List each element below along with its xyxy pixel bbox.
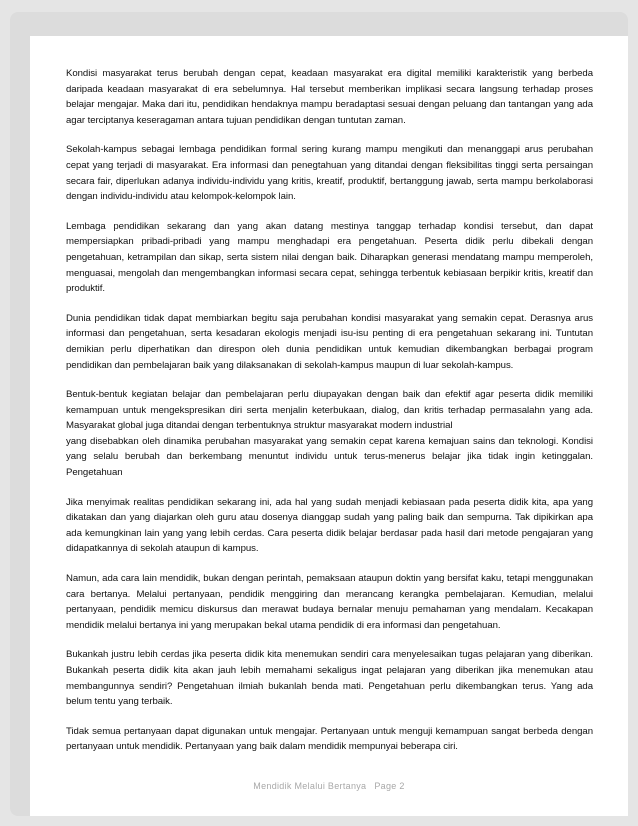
footer-title: Mendidik Melalui Bertanya (253, 781, 367, 791)
document-body (66, 66, 593, 755)
paragraph: Tidak semua pertanyaan dapat digunakan untuk mengajar. Pertanyaan untuk menguji kemampuan sangat berbeda dengan pertanyaan untuk mendidik. Pertanyaan yang baik dalam mendidik mempunyai beberapa ciri. (66, 725, 593, 753)
paragraph: Bukankah justru lebih cerdas jika peserta didik kita menemukan sendiri cara menyelesaikan tugas pelajaran yang diberikan. Bukankah peserta didik kita akan jauh lebih memahami sekaligus ingat pelajaran yang diberikan jika menemukan atau membangunnya sendiri? Pengetahuan ilmiah bukanlah benda mati. Pengetahuan perlu dikembangkan terus. Yang ada belum tentu yang terbaik. (66, 649, 593, 708)
paragraph: Sekolah-kampus sebagai lembaga pendidikan formal sering kurang mampu mengikuti dan menanggapi arus perubahan cepat yang terjadi di masyarakat. Era informasi dan penegtahuan yang ditandai dengan fleksibilitas tinggi serta persaingan secara fair, diperlukan adanya individu-individu yang kritis, kreatif, produktif, bertanggung jawab, serta mampu berkolaborasi dengan individu-individu atau kelompok-kelompok lain. (66, 144, 593, 203)
paragraph: Jika menyimak realitas pendidikan sekarang ini, ada hal yang sudah menjadi kebiasaan pada peserta didik kita, apa yang dikatakan dan yang diajarkan oleh guru atau dosenya dianggap sudah yang paling baik dan sempurna. Tak dipikirkan apa ada kemungkinan lain yang yang lebih cerdas. Cara peserta didik belajar berdasar pada hasil dari metode pengajaran yang didapatkannya di sekolah ataupun di kampus. (66, 496, 593, 555)
footer-page-number: Page 2 (374, 781, 405, 791)
paragraph: Kondisi masyarakat terus berubah dengan cepat, keadaan masyarakat era digital memiliki karakteristik yang berbeda daripada keadaan masyarakat di era sebelumnya. Hal tersebut memberikan implikasi secara langsung terhadap proses belajar mengajar. Maka dari itu, pendidikan hendaknya mampu beradaptasi sesuai dengan peluang dan tantangan yang ada agar terciptanya keseragaman antara tujuan pendidikan dengan tuntutan zaman. (66, 68, 593, 126)
document-page (30, 36, 628, 816)
paragraph: Dunia pendidikan tidak dapat membiarkan begitu saja perubahan kondisi masyarakat yang semakin cepat. Derasnya arus informasi dan pengetahuan, serta kesadaran ekologis menjadi isu-isu penting di era pengetahuan sekarang ini. Tuntutan demikian perlu diperhatikan dan direspon oleh dunia pendidikan untuk kemudian dikembangkan berbagai program pendidikan dan pembelajaran baik yang dilaksanakan di sekolah-kampus maupun di luar sekolah-kampus. (66, 312, 593, 371)
paragraph: Lembaga pendidikan sekarang dan yang akan datang mestinya tanggap terhadap kondisi tersebut, dan dapat mempersiapkan pribadi-pribadi yang mampu menghadapi era pengetahuan. Peserta didik perlu dibekali dengan pengetahuan, ketrampilan dan sikap, serta sistem nilai dengan baik. Diharapkan generasi mendatang mampu memperoleh, menguasai, mengolah dan mengembangkan informasi secara cepat, sehingga terbentuk kebiasaan berpikir kritis, kreatif dan produktif. (66, 220, 593, 295)
page-footer (30, 781, 628, 791)
page-frame (10, 12, 628, 816)
paragraph: Namun, ada cara lain mendidik, bukan dengan perintah, pemaksaan ataupun doktin yang bersifat kaku, tetapi menggunakan cara bertanya. Melalui pertanyaan, pendidik menggiring dan merancang kerangka pembelajaran. Kemudian, melalui pertanyaan, pendidik memicu diskursus dan merawat budaya bernalar menuju pemahaman yang mendalam. Kecakapan mendidik melalui bertanya ini yang merupakan bekal utama pendidik di era informasi dan pengetahuan. (66, 573, 593, 631)
paragraph: Bentuk-bentuk kegiatan belajar dan pembelajaran perlu diupayakan dengan baik dan efektif agar peserta didik memiliki kemampuan untuk mengekspresikan diri serta menjalin keterbukaan, dialog, dan kritis terhadap permasalahn yang ada. Masyarakat global juga ditandai dengan terbentuknya struktur masyarakat modern industrial yang disebabkan oleh dinamika perubahan masyarakat yang semakin cepat karena kemajuan sains dan teknologi. Kondisi yang selalu berubah dan berkembang menuntut individu untuk terus-menerus belajar jika tidak ingin ketinggalan. Pengetahuan (66, 389, 593, 479)
